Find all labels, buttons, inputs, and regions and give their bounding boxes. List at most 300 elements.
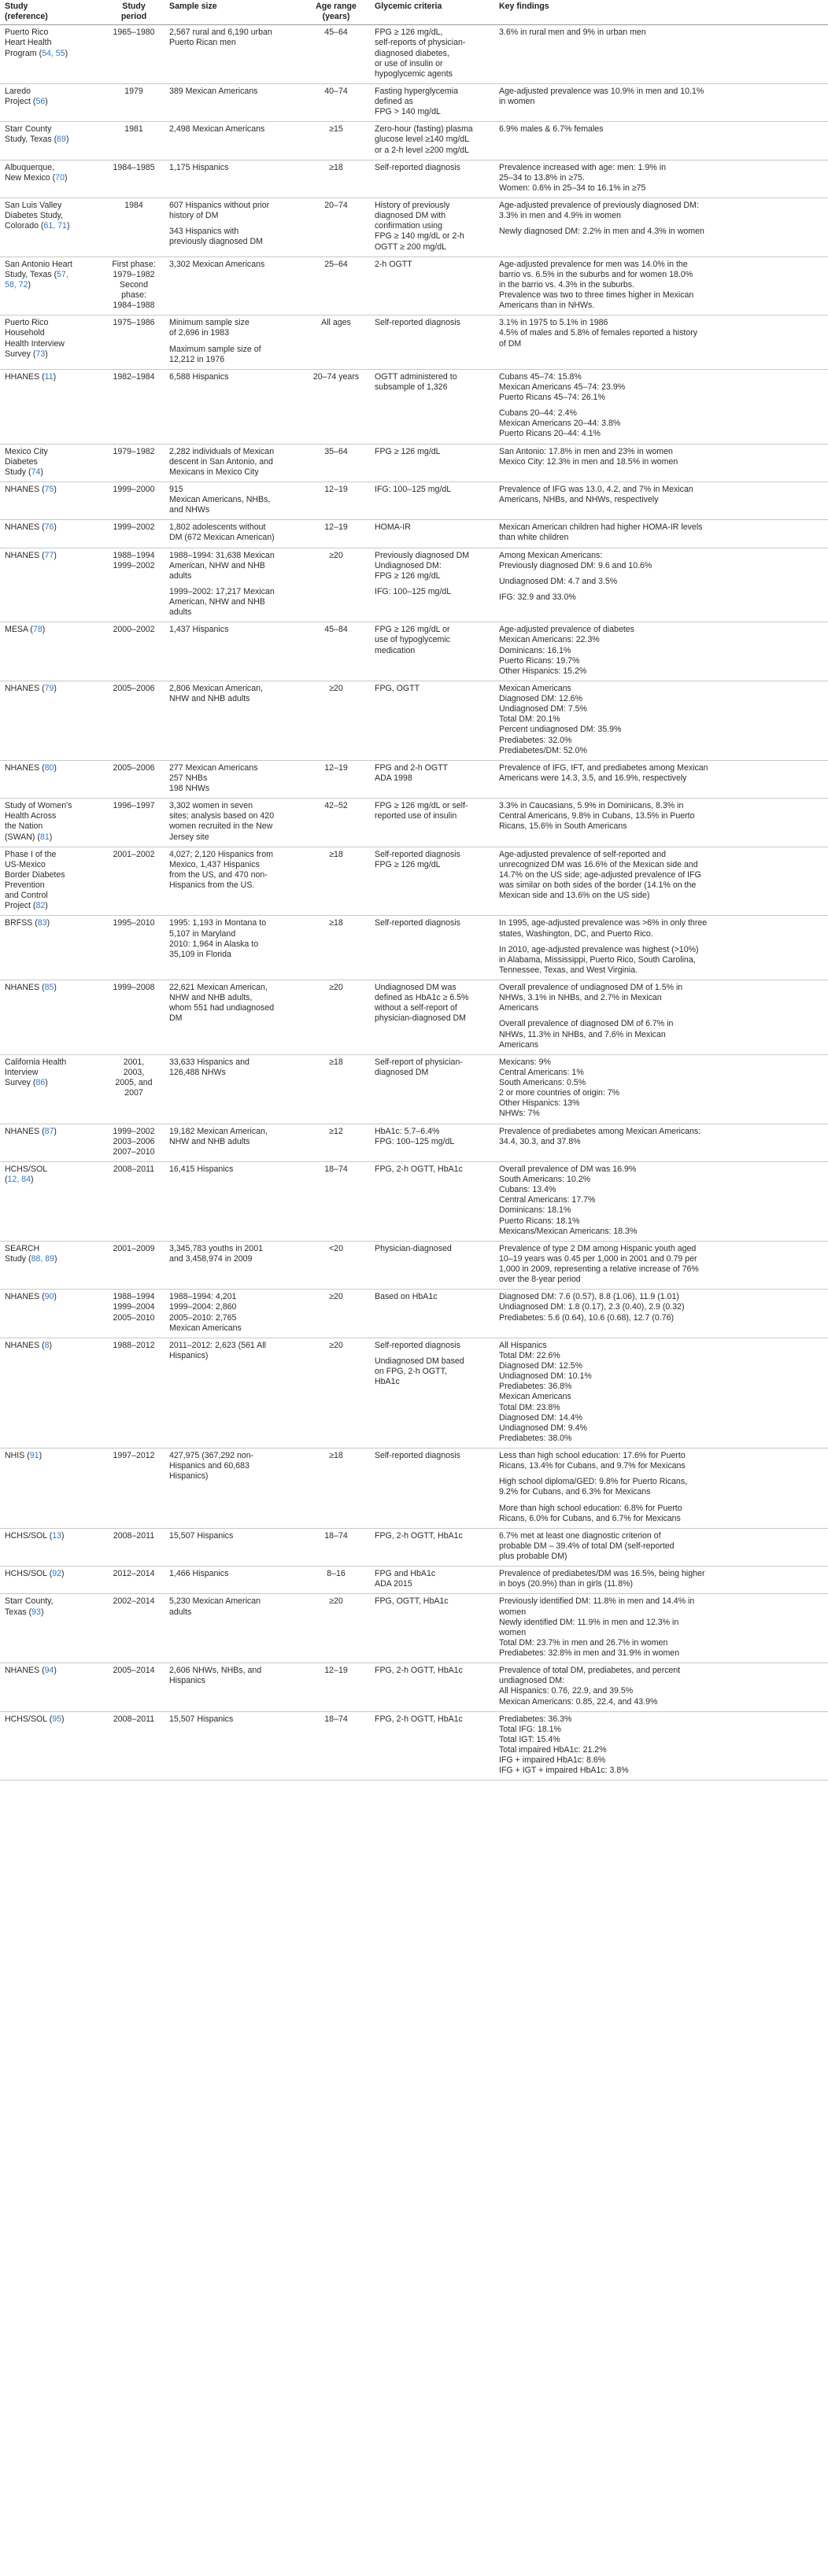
table-row <box>0 1449 828 1529</box>
sample-size-cell <box>164 1528 302 1566</box>
reference-close-paren: ) <box>54 983 57 992</box>
column-header-age-range: Age range (years) <box>302 0 370 25</box>
sample-size-text: 2,606 NHWs, NHBs, and Hispanics <box>169 1666 262 1686</box>
sample-size-text: 1,175 Hispanics <box>169 162 229 172</box>
key-findings-cell <box>494 1124 828 1161</box>
sample-size-cell <box>164 482 302 519</box>
key-findings-cell <box>494 1241 828 1290</box>
sample-size-text: 1999–2002: 17,217 Mexican American, NHW and NHB adults <box>169 586 275 618</box>
reference-link[interactable]: 82 <box>35 901 46 911</box>
age-range-cell: 35–64 <box>302 444 370 482</box>
reference-close-paren: ) <box>54 484 57 494</box>
table-header-row <box>0 0 828 25</box>
reference-close-paren: ) <box>54 683 57 693</box>
glycemic-criteria-text: IFG: 100–125 mg/dL <box>375 586 452 596</box>
key-findings-cell <box>494 799 828 847</box>
reference-link[interactable]: 95 <box>52 1714 62 1724</box>
glycemic-criteria-cell <box>370 916 494 980</box>
glycemic-criteria-cell <box>370 1124 494 1161</box>
study-period-cell: 1999–2002 <box>103 520 164 548</box>
study-name: Phase I of the US-Mexico Border Diabetes Prevention and Control Project ( <box>5 849 65 911</box>
key-findings-text: Among Mexican Americans: Previously diagnosed DM: 9.6 and 10.6% <box>499 550 652 570</box>
sample-size-cell <box>164 1124 302 1161</box>
study-period-cell: 1982–1984 <box>103 369 164 444</box>
age-range-cell: 40–74 <box>302 83 370 121</box>
column-header-study-period: Study period <box>103 0 164 25</box>
study-name: SEARCH Study ( <box>5 1243 40 1264</box>
reference-link[interactable]: 75 <box>44 484 54 494</box>
glycemic-criteria-cell <box>370 316 494 370</box>
key-findings-text: Prevalence of prediabetes among Mexican Americans: 34.4, 30.3, and 37.8% <box>499 1126 701 1146</box>
age-range-cell: ≥18 <box>302 847 370 916</box>
sample-size-cell <box>164 799 302 847</box>
reference-link[interactable]: 12, 84 <box>7 1175 31 1184</box>
study-name: NHANES ( <box>5 484 45 494</box>
study-cell <box>0 198 103 257</box>
key-findings-cell <box>494 548 828 622</box>
key-findings-text: Overall prevalence of undiagnosed DM of 1.5% in NHWs, 3.1% in NHBs, and 2.7% in Mexican Americans <box>499 983 683 1013</box>
study-period-cell: 1995–2010 <box>103 916 164 980</box>
study-cell <box>0 444 103 482</box>
reference-link[interactable]: 90 <box>44 1292 54 1302</box>
reference-link[interactable]: 76 <box>44 522 54 533</box>
reference-link[interactable]: 8 <box>44 1340 50 1350</box>
glycemic-criteria-text: Undiagnosed DM was defined as HbA1c ≥ 6.5% without a self-report of physician-diagnosed DM <box>375 983 469 1024</box>
study-cell <box>0 1594 103 1663</box>
table-row <box>0 25 828 84</box>
glycemic-criteria-text: FPG, 2-h OGTT, HbA1c <box>375 1714 463 1724</box>
study-cell <box>0 1663 103 1712</box>
sample-size-text: 1,802 adolescents without DM (672 Mexican American) <box>169 522 275 543</box>
glycemic-criteria-text: HbA1c: 5.7–6.4% FPG: 100–125 mg/dL <box>375 1126 455 1146</box>
key-findings-cell <box>494 1528 828 1566</box>
glycemic-criteria-cell <box>370 847 494 916</box>
glycemic-criteria-text: OGTT administered to subsample of 1,326 <box>375 371 457 392</box>
table-row <box>0 847 828 916</box>
glycemic-criteria-text: FPG, OGTT <box>375 683 420 693</box>
glycemic-criteria-text: IFG: 100–125 mg/dL <box>375 484 452 494</box>
key-findings-text: 3.1% in 1975 to 5.1% in 1986 4.5% of males and 5.8% of females reported a history of DM <box>499 318 698 349</box>
sample-size-cell <box>164 1594 302 1663</box>
age-range-cell: ≥20 <box>302 548 370 622</box>
table-row <box>0 160 828 197</box>
age-range-cell: 12–19 <box>302 482 370 519</box>
age-range-cell: 18–74 <box>302 1161 370 1241</box>
glycemic-criteria-cell <box>370 25 494 84</box>
study-name: HCHS/SOL ( <box>5 1569 53 1579</box>
sample-size-cell <box>164 520 302 548</box>
age-range-cell: 8–16 <box>302 1567 370 1594</box>
key-findings-text: 3.6% in rural men and 9% in urban men <box>499 28 646 38</box>
glycemic-criteria-cell <box>370 122 494 160</box>
study-cell <box>0 1449 103 1529</box>
sample-size-text: 427,975 (367,292 non- Hispanics and 60,683 Hispanics) <box>169 1451 254 1482</box>
age-range-cell: ≥18 <box>302 1449 370 1529</box>
sample-size-text: 15,507 Hispanics <box>169 1530 234 1541</box>
key-findings-text: Prevalence of IFG was 13.0, 4.2, and 7% in Mexican Americans, NHBs, and NHWs, respectively <box>499 484 693 504</box>
reference-close-paren: ) <box>61 1569 65 1579</box>
study-cell <box>0 1124 103 1161</box>
key-findings-text: Mexicans: 9% Central Americans: 1% South Americans: 0.5% 2 or more countries of origin: 7% Other Hispanics: 13% NHWs: 7% <box>499 1057 620 1119</box>
table-row <box>0 1290 828 1338</box>
glycemic-criteria-cell <box>370 256 494 316</box>
reference-link[interactable]: 57, 58, 72 <box>5 269 68 290</box>
study-cell <box>0 760 103 798</box>
reference-link[interactable]: 92 <box>52 1569 62 1579</box>
sample-size-text: 343 Hispanics with previously diagnosed DM <box>169 227 263 247</box>
glycemic-criteria-text: FPG, 2-h OGTT, HbA1c <box>375 1530 463 1541</box>
reference-link[interactable]: 69 <box>57 135 66 145</box>
table-row <box>0 1528 828 1566</box>
age-range-cell: ≥15 <box>302 122 370 160</box>
sample-size-cell <box>164 25 302 84</box>
reference-link[interactable]: 81 <box>39 832 50 842</box>
sample-size-cell <box>164 548 302 622</box>
key-findings-text: 3.3% in Caucasians, 5.9% in Dominicans, 8.3% in Central Americans, 9.8% in Cubans, 13.5% in Puerto Ricans, 15.6% in South Americans <box>499 801 695 832</box>
study-name: Starr County, Texas ( <box>5 1596 54 1617</box>
age-range-cell: 45–64 <box>302 25 370 84</box>
reference-link[interactable]: 77 <box>44 550 54 560</box>
sample-size-text: 22,621 Mexican American, NHW and NHB adults, whom 551 had undiagnosed DM <box>169 983 275 1024</box>
sample-size-cell <box>164 681 302 760</box>
key-findings-cell <box>494 444 828 482</box>
reference-link[interactable]: 83 <box>37 918 47 928</box>
reference-close-paren: ) <box>45 1078 48 1087</box>
sample-size-text: 5,230 Mexican American adults <box>169 1596 261 1617</box>
glycemic-criteria-text: FPG, 2-h OGTT, HbA1c <box>375 1164 463 1174</box>
glycemic-criteria-cell <box>370 1241 494 1290</box>
study-period-cell: 1984 <box>103 198 164 257</box>
key-findings-cell <box>494 1054 828 1124</box>
study-name: Puerto Rico Heart Health Program ( <box>5 28 52 58</box>
reference-link[interactable]: 61, 71 <box>43 221 67 231</box>
study-name: Mexico City Diabetes Study ( <box>5 446 48 477</box>
key-findings-text: Overall prevalence of diagnosed DM of 6.7% in NHWs, 11.3% in NHBs, and 7.6% in Mexican Americans <box>499 1019 674 1050</box>
table-row <box>0 482 828 519</box>
reference-close-paren: ) <box>54 1253 57 1264</box>
glycemic-criteria-text: Self-reported diagnosis <box>375 162 460 172</box>
reference-link[interactable]: 94 <box>44 1666 54 1676</box>
reference-close-paren: ) <box>65 135 69 145</box>
reference-close-paren: ) <box>53 371 57 382</box>
key-findings-text: Diagnosed DM: 7.6 (0.57), 8.8 (1.06), 11.9 (1.01) Undiagnosed DM: 1.8 (0.17), 2.3 (0.40), 2.9 (0.32) Prediabetes: 5.6 (0.64), 10.6 (0.68), 12.7 (0.76) <box>499 1292 685 1323</box>
key-findings-cell <box>494 25 828 84</box>
glycemic-criteria-text: Self-reported diagnosis <box>375 1451 460 1460</box>
sample-size-text: 2,498 Mexican Americans <box>169 124 265 135</box>
study-name: NHANES ( <box>5 1340 45 1350</box>
sample-size-text: 2,567 rural and 6,190 urban Puerto Rican men <box>169 28 272 48</box>
key-findings-text: Previously identified DM: 11.8% in men and 14.4% in women Newly identified DM: 11.9% in men and 12.3% in women Total DM: 23.7% in men and 26.7% in women Prediabetes: 32.8% in men and 31.9% in women <box>499 1596 695 1658</box>
table-row <box>0 1663 828 1712</box>
key-findings-text: Cubans 20–44: 2.4% Mexican Americans 20–44: 3.8% Puerto Ricans 20–44: 4.1% <box>499 408 621 439</box>
sample-size-cell <box>164 1290 302 1338</box>
sample-size-text: 2011–2012: 2,623 (561 All Hispanics) <box>169 1340 266 1360</box>
study-name: MESA ( <box>5 625 33 635</box>
table-row <box>0 1567 828 1594</box>
sample-size-text: 16,415 Hispanics <box>169 1164 234 1174</box>
sample-size-cell <box>164 198 302 257</box>
glycemic-criteria-cell <box>370 1663 494 1712</box>
study-period-cell: 2000–2002 <box>103 622 164 681</box>
age-range-cell: 12–19 <box>302 520 370 548</box>
sample-size-cell <box>164 1054 302 1124</box>
study-cell <box>0 916 103 980</box>
table-row <box>0 760 828 798</box>
glycemic-criteria-text: Fasting hyperglycemia defined as FPG > 140 mg/dL <box>375 86 458 117</box>
study-name: Albuquerque, New Mexico ( <box>5 162 56 183</box>
sample-size-text: 277 Mexican Americans 257 NHBs 198 NHWs <box>169 762 258 793</box>
age-range-cell: ≥20 <box>302 1594 370 1663</box>
study-cell <box>0 1161 103 1241</box>
reference-close-paren: ) <box>54 550 57 560</box>
glycemic-criteria-text: Self-reported diagnosis FPG ≥ 126 mg/dL <box>375 849 460 869</box>
study-cell <box>0 1241 103 1290</box>
key-findings-cell <box>494 1290 828 1338</box>
key-findings-text: High school diploma/GED: 9.8% for Puerto Ricans, 9.2% for Cubans, and 6.3% for Mexicans <box>499 1477 688 1497</box>
age-range-cell: ≥18 <box>302 916 370 980</box>
study-name: BRFSS ( <box>5 918 38 928</box>
glycemic-criteria-text: Undiagnosed DM based on FPG, 2-h OGTT, HbA1c <box>375 1356 464 1387</box>
glycemic-criteria-text: Self-reported diagnosis <box>375 1340 460 1350</box>
age-range-cell: ≥18 <box>302 1054 370 1124</box>
reference-close-paren: ) <box>45 97 48 106</box>
study-cell <box>0 83 103 121</box>
table-row <box>0 1338 828 1448</box>
reference-link[interactable]: 56 <box>35 97 46 106</box>
key-findings-text: Less than high school education: 17.6% for Puerto Ricans, 13.4% for Cubans, and 9.7% for Mexicans <box>499 1451 686 1471</box>
study-name: NHIS ( <box>5 1451 30 1460</box>
sample-size-text: 1,437 Hispanics <box>169 625 229 635</box>
glycemic-criteria-cell <box>370 160 494 197</box>
age-range-cell: 18–74 <box>302 1528 370 1566</box>
age-range-cell: ≥20 <box>302 1338 370 1448</box>
key-findings-text: All Hispanics Total DM: 22.6% Diagnosed DM: 12.5% Undiagnosed DM: 10.1% Prediabetes: 36.8% Mexican Americans Total DM: 23.8% Diagnosed DM: 14.4% Undiagnosed DM: 9.4% Prediabetes: 38.0% <box>499 1340 592 1443</box>
study-period-cell: 1988–1994 1999–2004 2005–2010 <box>103 1290 164 1338</box>
glycemic-criteria-cell <box>370 1528 494 1566</box>
glycemic-criteria-text: Self-reported diagnosis <box>375 318 460 328</box>
key-findings-cell <box>494 1711 828 1781</box>
key-findings-text: Prediabetes: 36.3% Total IFG: 18.1% Total IGT: 15.4% Total impaired HbA1c: 21.2% IFG + impaired HbA1c: 8.6% IFG + IGT + impaired HbA1c: 3.8% <box>499 1714 629 1776</box>
age-range-cell: 12–19 <box>302 1663 370 1712</box>
reference-link[interactable]: 85 <box>44 983 54 992</box>
study-cell <box>0 316 103 370</box>
reference-link[interactable]: 91 <box>29 1451 39 1460</box>
key-findings-text: Mexican Americans Diagnosed DM: 12.6% Undiagnosed DM: 7.5% Total DM: 20.1% Percent undiagnosed DM: 35.9% Prediabetes: 32.0% Prediabetes/DM: 52.0% <box>499 683 622 755</box>
study-cell <box>0 1528 103 1566</box>
column-header-study: Study (reference) <box>0 0 103 25</box>
sample-size-cell <box>164 1161 302 1241</box>
study-name: HCHS/SOL ( <box>5 1714 53 1724</box>
glycemic-criteria-text: Based on HbA1c <box>375 1292 438 1302</box>
glycemic-criteria-cell <box>370 1054 494 1124</box>
age-range-cell: 25–64 <box>302 256 370 316</box>
key-findings-cell <box>494 681 828 760</box>
glycemic-criteria-text: Zero-hour (fasting) plasma glucose level ≥140 mg/dL or a 2-h level ≥200 mg/dL <box>375 124 473 155</box>
key-findings-cell <box>494 1663 828 1712</box>
glycemic-criteria-text: FPG, OGTT, HbA1c <box>375 1596 449 1607</box>
sample-size-text: 1988–1994: 31,638 Mexican American, NHW and NHB adults <box>169 550 275 581</box>
reference-link[interactable]: 74 <box>31 467 41 477</box>
key-findings-cell <box>494 1449 828 1529</box>
reference-link[interactable]: 78 <box>32 625 43 635</box>
reference-link[interactable]: 87 <box>44 1126 54 1136</box>
reference-link[interactable]: 79 <box>44 683 54 693</box>
key-findings-text: More than high school education: 6.8% for Puerto Ricans, 6.0% for Cubans, and 6.7% for Mexicans <box>499 1503 682 1523</box>
age-range-cell: 45–84 <box>302 622 370 681</box>
key-findings-text: Age-adjusted prevalence of self-reported and unrecognized DM was 16.6% of the Mexican side and 14.7% on the US side; age-adjusted prevalence of IFG was similar on both sides of the border (14.1% on the Mexican side and 13.6% on the US side) <box>499 849 701 901</box>
reference-link[interactable]: 73 <box>35 349 46 359</box>
key-findings-cell <box>494 847 828 916</box>
key-findings-text: Cubans 45–74: 15.8% Mexican Americans 45–74: 23.9% Puerto Ricans 45–74: 26.1% <box>499 371 626 402</box>
study-name: HCHS/SOL ( <box>5 1530 53 1541</box>
reference-link[interactable]: 88, 89 <box>31 1253 55 1264</box>
study-cell <box>0 681 103 760</box>
study-period-cell: 2005–2006 <box>103 760 164 798</box>
sample-size-cell <box>164 1567 302 1594</box>
sample-size-text: 1988–1994: 4,201 1999–2004: 2,860 2005–2010: 2,765 Mexican Americans <box>169 1292 242 1333</box>
study-name: NHANES ( <box>5 1126 45 1136</box>
study-cell <box>0 1290 103 1338</box>
sample-size-cell <box>164 980 302 1055</box>
reference-close-paren: ) <box>61 1714 65 1724</box>
sample-size-cell <box>164 916 302 980</box>
table-row <box>0 1241 828 1290</box>
reference-link[interactable]: 54, 55 <box>42 48 65 58</box>
study-name: Puerto Rico Household Health Interview Survey ( <box>5 318 65 359</box>
sample-size-text: 15,507 Hispanics <box>169 1714 234 1724</box>
glycemic-criteria-cell <box>370 198 494 257</box>
key-findings-cell <box>494 1338 828 1448</box>
glycemic-criteria-cell <box>370 1711 494 1781</box>
key-findings-cell <box>494 369 828 444</box>
study-name: NHANES ( <box>5 1292 45 1302</box>
glycemic-criteria-text: FPG, 2-h OGTT, HbA1c <box>375 1666 463 1676</box>
sample-size-text: 607 Hispanics without prior history of DM <box>169 201 270 221</box>
table-row <box>0 799 828 847</box>
study-cell <box>0 622 103 681</box>
reference-link[interactable]: 86 <box>35 1078 46 1087</box>
glycemic-criteria-cell <box>370 1567 494 1594</box>
study-name: Starr County Study, Texas ( <box>5 124 57 145</box>
study-period-cell: 1988–2012 <box>103 1338 164 1448</box>
study-name: California Health Interview Survey ( <box>5 1057 67 1087</box>
reference-link[interactable]: 93 <box>31 1607 41 1617</box>
reference-close-paren: ) <box>31 1175 34 1184</box>
table-row <box>0 122 828 160</box>
reference-link[interactable]: 13 <box>52 1530 62 1541</box>
reference-link[interactable]: 80 <box>44 762 54 773</box>
table-row <box>0 256 828 316</box>
glycemic-criteria-cell <box>370 482 494 519</box>
age-range-cell: 20–74 <box>302 198 370 257</box>
study-period-cell: 1979–1982 <box>103 444 164 482</box>
table-row <box>0 316 828 370</box>
study-name: NHANES ( <box>5 1666 45 1676</box>
sample-size-cell <box>164 122 302 160</box>
table-row <box>0 444 828 482</box>
study-period-cell: 2002–2014 <box>103 1594 164 1663</box>
sample-size-text: 389 Mexican Americans <box>169 86 258 96</box>
key-findings-cell <box>494 760 828 798</box>
study-period-cell: 2001–2009 <box>103 1241 164 1290</box>
sample-size-cell <box>164 1338 302 1448</box>
key-findings-text: Age-adjusted prevalence was 10.9% in men and 10.1% in women <box>499 86 704 106</box>
sample-size-cell <box>164 760 302 798</box>
reference-close-paren: ) <box>64 172 68 183</box>
table-row <box>0 681 828 760</box>
reference-link[interactable]: 11 <box>44 371 54 382</box>
study-name: San Antonio Heart Study, Texas ( <box>5 259 72 279</box>
age-range-cell: 20–74 years <box>302 369 370 444</box>
table-row <box>0 1161 828 1241</box>
study-name: NHANES ( <box>5 762 45 773</box>
sample-size-text: 4,027; 2,120 Hispanics from Mexico, 1,437 Hispanics from the US, and 470 non- Hispanics from the US. <box>169 849 273 890</box>
glycemic-criteria-cell <box>370 1161 494 1241</box>
reference-close-paren: ) <box>66 221 70 231</box>
sample-size-cell <box>164 160 302 197</box>
reference-close-paren: ) <box>40 1607 44 1617</box>
study-period-cell: 2008–2011 <box>103 1528 164 1566</box>
study-period-cell: 1999–2002 2003–2006 2007–2010 <box>103 1124 164 1161</box>
glycemic-criteria-text: FPG and 2-h OGTT ADA 1998 <box>375 762 449 783</box>
sample-size-text: 3,302 Mexican Americans <box>169 259 265 269</box>
table-row <box>0 980 828 1055</box>
glycemic-criteria-text: HOMA-IR <box>375 522 411 533</box>
reference-close-paren: ) <box>40 467 43 477</box>
glycemic-criteria-text: FPG and HbA1c ADA 2015 <box>375 1569 436 1589</box>
study-period-cell: 2005–2006 <box>103 681 164 760</box>
study-cell <box>0 520 103 548</box>
study-name: NHANES ( <box>5 550 45 560</box>
sample-size-text: 3,345,783 youths in 2001 and 3,458,974 in 2009 <box>169 1243 263 1264</box>
study-period-cell: 1975–1986 <box>103 316 164 370</box>
age-range-cell: <20 <box>302 1241 370 1290</box>
key-findings-text: In 2010, age-adjusted prevalence was highest (>10%) in Alabama, Mississippi, Puerto Rico, South Carolina, Tennessee, Texas, and West Virginia. <box>499 944 699 975</box>
age-range-cell: ≥18 <box>302 160 370 197</box>
study-cell <box>0 980 103 1055</box>
study-name: NHANES ( <box>5 983 45 992</box>
glycemic-criteria-text: FPG ≥ 126 mg/dL, self-reports of physician- diagnosed diabetes, or use of insulin or hypoglycemic agents <box>375 28 466 79</box>
sample-size-cell <box>164 622 302 681</box>
study-name: Study of Women's Health Across the Nation (SWAN) ( <box>5 801 72 842</box>
key-findings-text: San Antonio: 17.8% in men and 23% in women Mexico City: 12.3% in men and 18.5% in women <box>499 446 678 467</box>
key-findings-cell <box>494 1594 828 1663</box>
key-findings-text: 6.7% met at least one diagnostic criterion of probable DM – 39.4% of total DM (self-reported plus probable DM) <box>499 1530 675 1561</box>
key-findings-text: Age-adjusted prevalence of diabetes Mexican Americans: 22.3% Dominicans: 16.1% Puerto Ricans: 19.7% Other Hispanics: 15.2% <box>499 625 634 676</box>
reference-close-paren: ) <box>39 1451 43 1460</box>
glycemic-criteria-cell <box>370 799 494 847</box>
study-period-cell: 2008–2011 <box>103 1711 164 1781</box>
sample-size-text: 1995: 1,193 in Montana to 5,107 in Maryland 2010: 1,964 in Alaska to 35,109 in Florida <box>169 918 267 959</box>
sample-size-text: Minimum sample size of 2,696 in 1983 <box>169 318 250 338</box>
study-cell <box>0 1567 103 1594</box>
key-findings-cell <box>494 316 828 370</box>
study-cell <box>0 482 103 519</box>
study-cell <box>0 1338 103 1448</box>
key-findings-text: Prevalence of type 2 DM among Hispanic youth aged 10–19 years was 0.45 per 1,000 in 2001 and 0.79 per 1,000 in 2009, representing a relative increase of 76% over the 8-year period <box>499 1243 699 1285</box>
key-findings-text: Newly diagnosed DM: 2.2% in men and 4.3% in women <box>499 227 704 237</box>
age-range-cell: 12–19 <box>302 760 370 798</box>
study-name: NHANES ( <box>5 522 45 533</box>
sample-size-cell <box>164 847 302 916</box>
key-findings-cell <box>494 122 828 160</box>
reference-link[interactable]: 70 <box>55 172 65 183</box>
study-period-cell: 1997–2012 <box>103 1449 164 1529</box>
key-findings-cell <box>494 83 828 121</box>
glycemic-criteria-text: FPG ≥ 126 mg/dL or use of hypoglycemic medication <box>375 625 450 655</box>
sample-size-cell <box>164 369 302 444</box>
glycemic-criteria-text: FPG ≥ 126 mg/dL <box>375 446 441 456</box>
